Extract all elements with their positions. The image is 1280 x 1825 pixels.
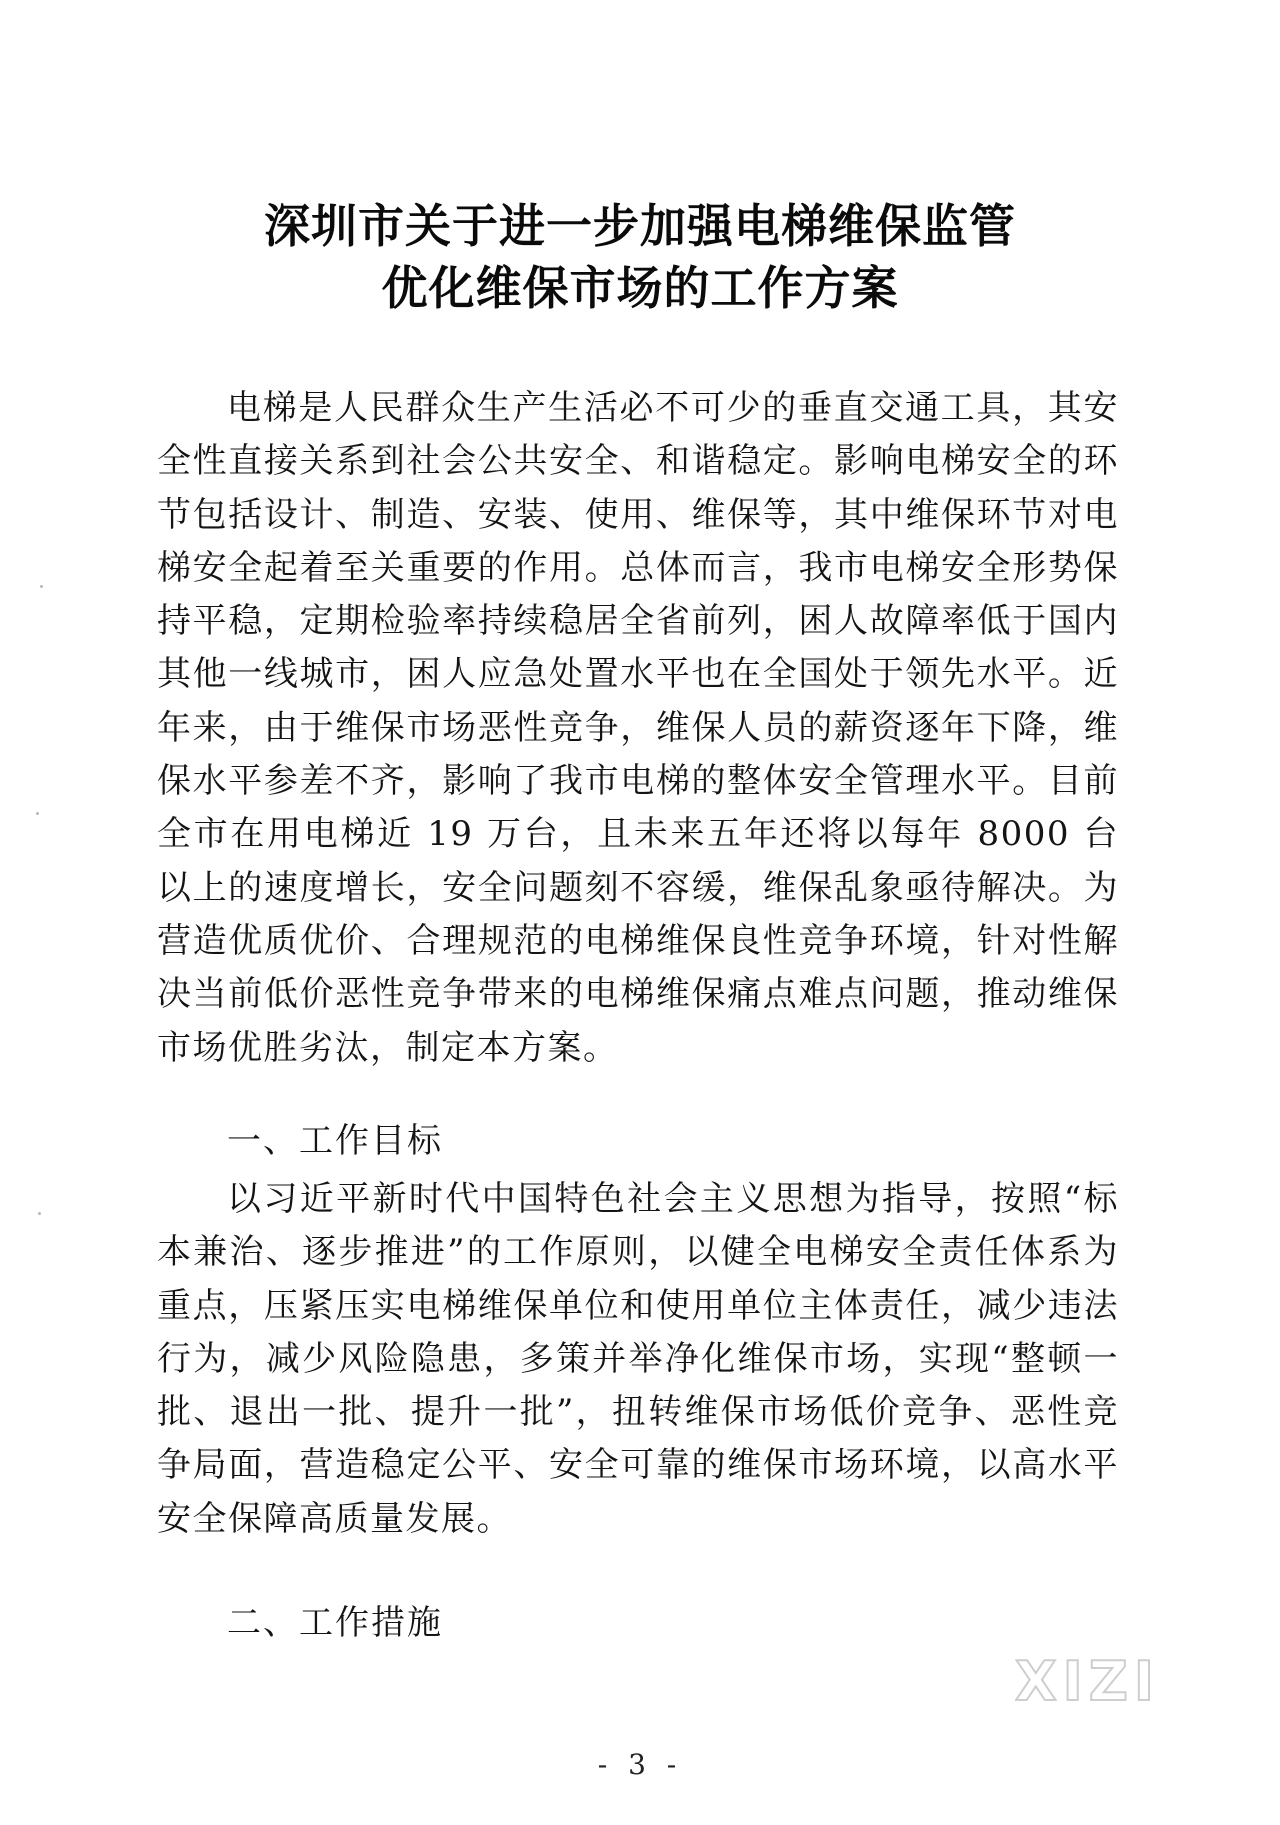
scan-speck — [38, 1212, 41, 1215]
watermark-logo: XIZI — [1015, 1650, 1160, 1713]
goals-paragraph: 以习近平新时代中国特色社会主义思想为指导，按照“标本兼治、逐步推进”的工作原则，以健全电梯安全责任体系为重点，压紧压实电梯维保单位和使用单位主体责任，减少违法行为，减少风险隐患，多策并举净化维保市场，实现“整顿一批、退出一批、提升一批”，扭转维保市场低价竞争、恶性竞争局面，营造稳定公平、安全可靠的维保市场环境，以高水平安全保障高质量发展。 — [157, 1179, 1119, 1539]
section-heading-goals: 一、工作目标 — [227, 1121, 443, 1161]
scan-speck — [40, 585, 43, 588]
page-number: - 3 - — [597, 1748, 683, 1781]
document-title-line1: 深圳市关于进一步加强电梯维保监管 — [264, 199, 1016, 253]
section-heading-measures: 二、工作措施 — [227, 1603, 443, 1643]
scan-speck — [36, 812, 39, 815]
intro-paragraph: 电梯是人民群众生产生活必不可少的垂直交通工具，其安全性直接关系到社会公共安全、和谐稳定。影响电梯安全的环节包括设计、制造、安装、使用、维保等，其中维保环节对电梯安全起着至关重要的作用。总体而言，我市电梯安全形势保持平稳，定期检验率持续稳居全省前列，困人故障率低于国内其他一线城市，困人应急处置水平也在全国处于领先水平。近年来，由于维保市场恶性竞争，维保人员的薪资逐年下降，维保水平参差不齐，影响了我市电梯的整体安全管理水平。目前全市在用电梯近 19 万台，且未来五年还将以每年 8000 台以上的速度增长，安全问题刻不容缓，维保乱象亟待解决。为营造优质优价、合理规范的电梯维保良性竞争环境，针对性解决当前低价恶性竞争带来的电梯维保痛点难点问题，推动维保市场优胜劣汰，制定本方案。 — [157, 388, 1119, 1068]
document-title-line2: 优化维保市场的工作方案 — [381, 261, 899, 315]
